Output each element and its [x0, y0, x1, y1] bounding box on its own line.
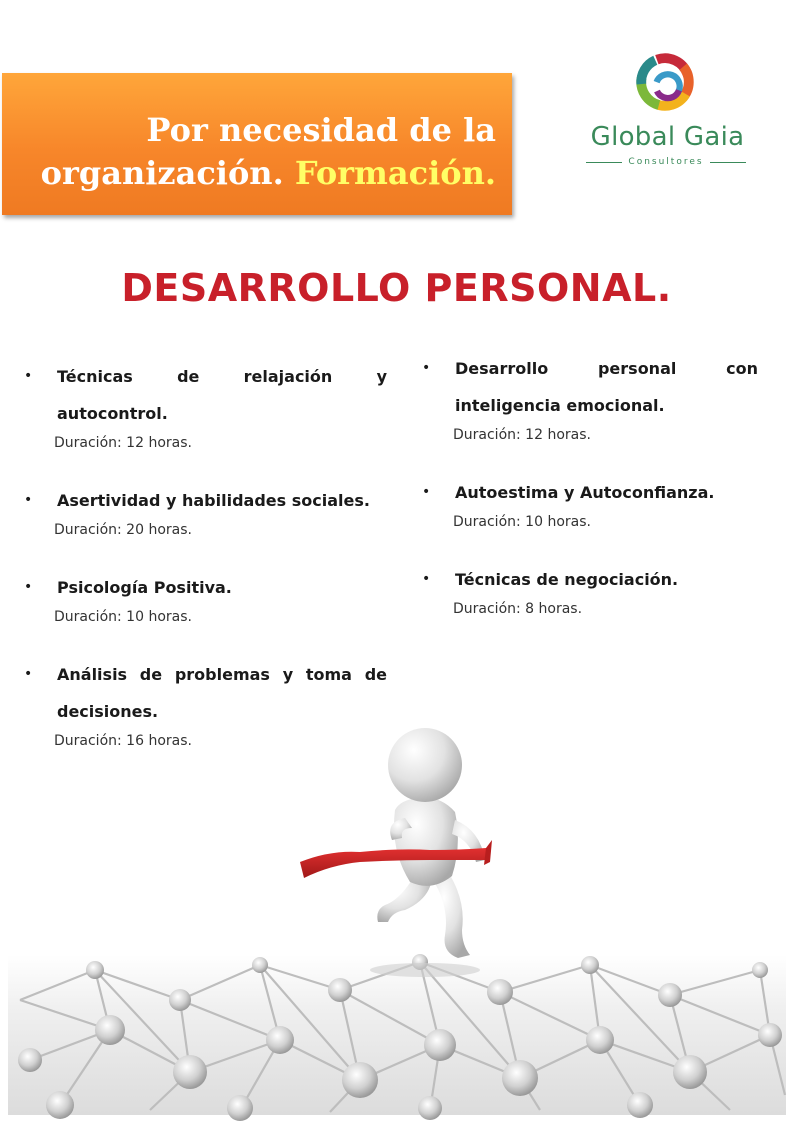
bullet-icon: •: [422, 484, 431, 500]
course-item: [420, 350, 758, 446]
bullet-icon: •: [24, 666, 33, 682]
course-name-text: Análisis de problemas y toma de decisiones.: [57, 665, 387, 721]
course-item: [420, 561, 758, 620]
course-name-text: Asertividad y habilidades sociales.: [57, 491, 370, 510]
course-name: [420, 474, 758, 511]
course-item: [22, 482, 387, 541]
logo-name: Global Gaia: [590, 122, 745, 152]
runner-illustration: [0, 700, 793, 1122]
course-duration: Duración: 12 horas.: [54, 435, 192, 451]
course-name: [22, 569, 387, 606]
course-name: [420, 350, 758, 424]
course-duration: Duración: 10 horas.: [453, 514, 591, 530]
logo-swirl-icon: [630, 46, 700, 118]
course-name: [22, 482, 387, 519]
header-banner: [2, 73, 512, 215]
course-list-right: [420, 350, 758, 648]
logo-subtitle-row: [586, 156, 746, 168]
course-name: [420, 561, 758, 598]
network-floor: [8, 954, 786, 1121]
course-name-text: Psicología Positiva.: [57, 578, 232, 597]
header-line-1: Por necesidad de la: [146, 111, 496, 149]
finish-ribbon: [300, 848, 488, 878]
bullet-icon: •: [422, 360, 431, 376]
course-name-text: Técnicas de negociación.: [455, 570, 679, 589]
company-logo: [580, 42, 755, 172]
course-duration: Duración: 12 horas.: [453, 427, 591, 443]
course-name-text: Desarrollo personal con inteligencia emocional.: [455, 359, 758, 415]
header-line-2-text: organización.: [40, 154, 284, 192]
logo-rule-left: [586, 162, 622, 163]
bullet-icon: •: [422, 571, 431, 587]
course-item: [22, 569, 387, 628]
bullet-icon: •: [24, 492, 33, 508]
header-line-2: [2, 152, 496, 195]
page-title: DESARROLLO PERSONAL.: [121, 266, 672, 310]
bullet-icon: •: [24, 579, 33, 595]
course-item: [22, 358, 387, 454]
course-name-text: Autoestima y Autoconfianza.: [455, 483, 715, 502]
logo-subtitle: Consultores: [628, 157, 704, 167]
course-duration: Duración: 20 horas.: [54, 522, 192, 538]
course-name-text: Técnicas de relajación y autocontrol.: [57, 367, 387, 423]
course-item: [420, 474, 758, 533]
course-duration: Duración: 8 horas.: [453, 601, 583, 617]
bullet-icon: •: [24, 368, 33, 384]
course-duration: Duración: 10 horas.: [54, 609, 192, 625]
course-name: [22, 358, 387, 432]
course-duration: Duración: 16 horas.: [54, 733, 192, 749]
logo-rule-right: [710, 162, 746, 163]
header-highlight: Formación.: [294, 154, 496, 192]
